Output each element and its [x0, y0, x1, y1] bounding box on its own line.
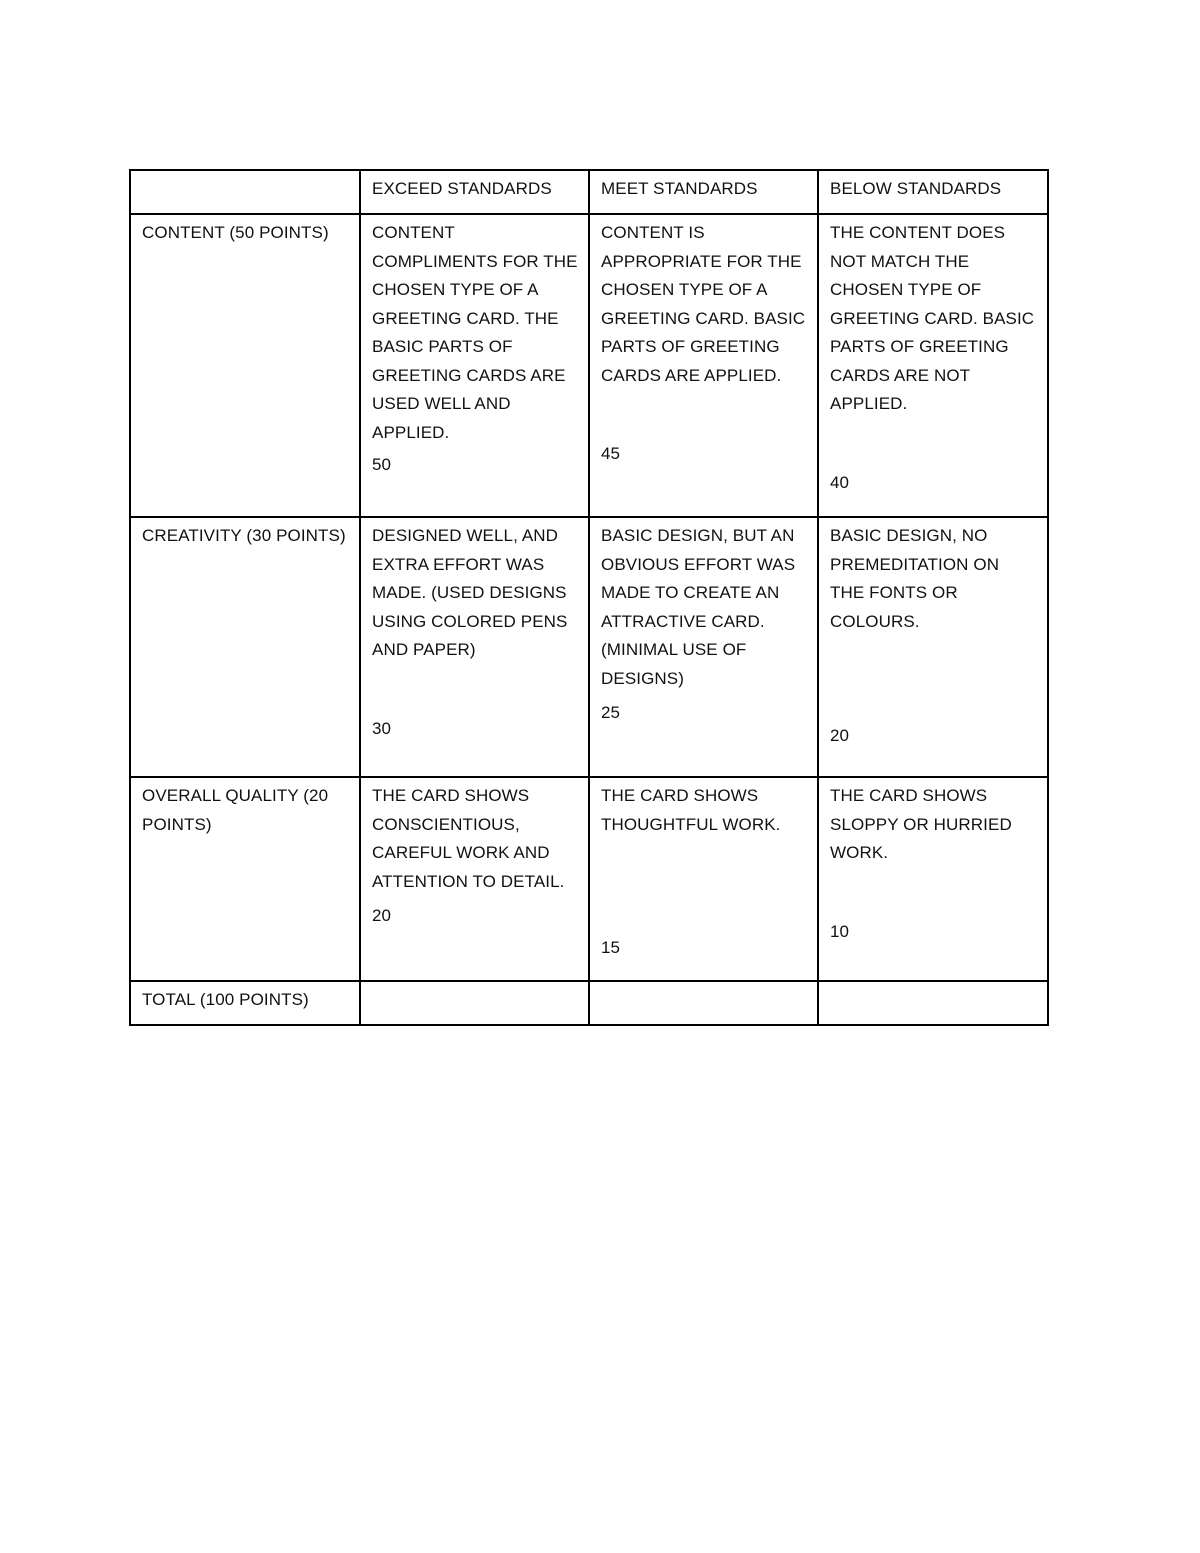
total-criterion-cell: TOTAL (100 POINTS) [130, 981, 360, 1025]
criterion-cell: CREATIVITY (30 POINTS) [130, 517, 360, 777]
cell-score: 20 [830, 726, 850, 745]
rubric-cell [818, 214, 1048, 517]
rubric-cell [818, 777, 1048, 981]
rubric-cell [589, 777, 818, 981]
rubric-cell [360, 777, 589, 981]
criterion-cell: OVERALL QUALITY (20 POINTS) [130, 777, 360, 981]
rubric-cell [589, 214, 818, 517]
cell-description: CONTENT COMPLIMENTS FOR THE CHOSEN TYPE OF A GREETING CARD. THE BASIC PARTS OF GREETING CARDS ARE USED WELL AND APPLIED. [372, 223, 578, 442]
total-cell-below [818, 981, 1048, 1025]
header-cell-meet: MEET STANDARDS [589, 170, 818, 214]
header-cell-below: BELOW STANDARDS [818, 170, 1048, 214]
cell-score: 50 [372, 455, 392, 474]
cell-description: THE CARD SHOWS CONSCIENTIOUS, CAREFUL WORK AND ATTENTION TO DETAIL. [372, 786, 565, 891]
total-row [130, 981, 1048, 1025]
cell-score: 30 [372, 718, 392, 738]
cell-score: 25 [601, 703, 621, 722]
cell-score: 15 [601, 938, 621, 957]
cell-description: BASIC DESIGN, NO PREMEDITATION ON THE FONTS OR COLOURS. [830, 526, 1000, 631]
rubric-cell [818, 517, 1048, 777]
rubric-cell [360, 517, 589, 777]
cell-description: THE CONTENT DOES NOT MATCH THE CHOSEN TYPE OF GREETING CARD. BASIC PARTS OF GREETING CARDS ARE NOT APPLIED. [830, 223, 1035, 413]
cell-description: DESIGNED WELL, AND EXTRA EFFORT WAS MADE. (USED DESIGNS USING COLORED PENS AND PAPER) [372, 526, 568, 659]
criterion-cell: CONTENT (50 POINTS) [130, 214, 360, 517]
table-row [130, 517, 1048, 777]
cell-description: BASIC DESIGN, BUT AN OBVIOUS EFFORT WAS MADE TO CREATE AN ATTRACTIVE CARD. (MINIMAL USE OF DESIGNS) [601, 526, 796, 688]
cell-score: 45 [601, 444, 621, 463]
cell-score: 10 [830, 921, 850, 941]
cell-score: 20 [372, 906, 392, 925]
rubric-cell [589, 517, 818, 777]
total-cell-meet [589, 981, 818, 1025]
rubric-table [129, 169, 1049, 1026]
table-row [130, 777, 1048, 981]
total-cell-exceed [360, 981, 589, 1025]
header-row [130, 170, 1048, 214]
table-row [130, 214, 1048, 517]
cell-score: 40 [830, 472, 850, 492]
rubric-cell [360, 214, 589, 517]
cell-description: THE CARD SHOWS SLOPPY OR HURRIED WORK. [830, 786, 1012, 862]
cell-description: THE CARD SHOWS THOUGHTFUL WORK. [601, 786, 781, 834]
cell-description: CONTENT IS APPROPRIATE FOR THE CHOSEN TYPE OF A GREETING CARD. BASIC PARTS OF GREETING CARDS ARE APPLIED. [601, 223, 806, 385]
header-cell-criterion [130, 170, 360, 214]
header-cell-exceed: EXCEED STANDARDS [360, 170, 589, 214]
